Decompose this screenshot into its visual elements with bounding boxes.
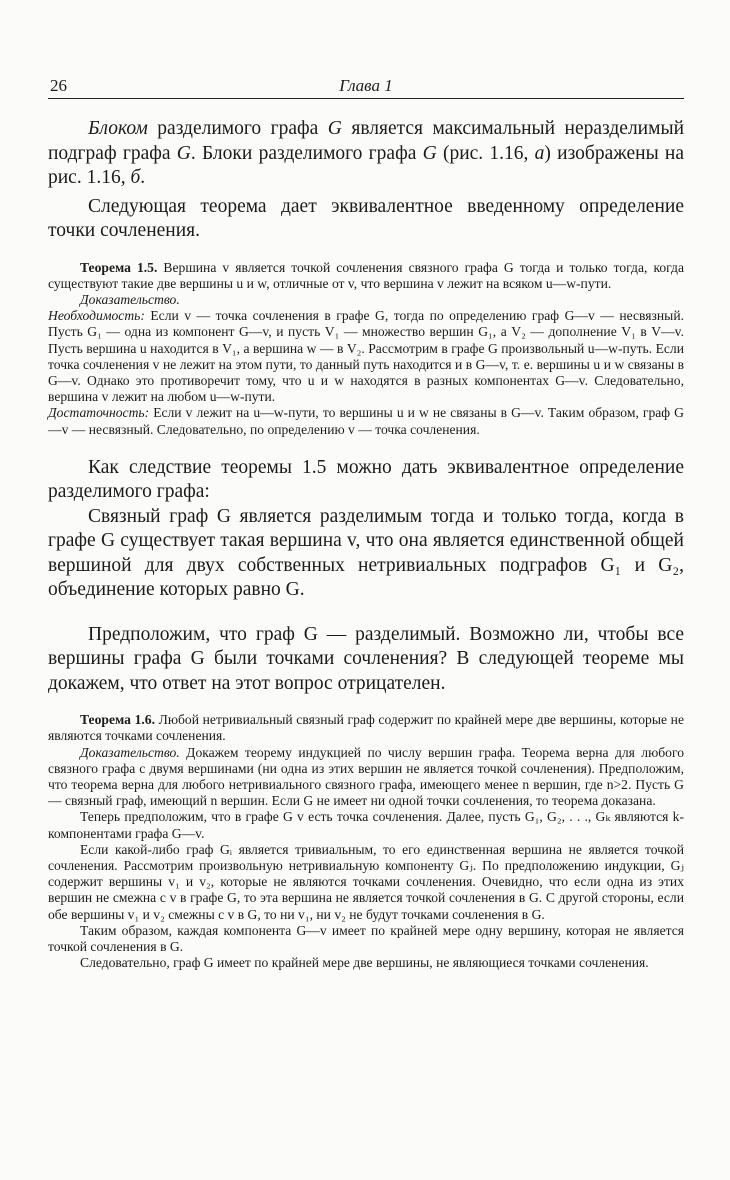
chapter-title: Глава 1 [339, 76, 393, 95]
proof-label: Доказательство. [80, 291, 180, 307]
necessity-paragraph: Необходимость: Если v — точка сочленения в графе G, тогда по определению граф G—v — несвязный. Пусть G₁ — одна из компонент G—v, и пусть V₁ — множество вершин G₁, а V₂ — дополнение V₁ в V—v. Пусть вершина u находится в V₁, а вершина w — в V₂. Рассмотрим в графе G произвольный u—w-путь. Если точка сочленения v не лежит на этом пути, то данный путь находится и в G—v, т. е. вершины u и w связаны в G—v. Однако это противоречит тому, что u и w находятся в разных компонентах G—v. Следовательно, вершина v лежит на любом u—w-пути. [48, 308, 684, 405]
intro-paragraph: Следующая теорема дает эквивалентное введенному определение точки сочленения. [48, 195, 684, 241]
question-paragraph: Предположим, что граф G — разделимый. Возможно ли, чтобы все вершины графа G были точками сочленения? В следующей теореме мы докажем, что ответ на этот вопрос отрицателен. [48, 623, 684, 694]
proof-paragraph: Если какой-либо граф Gᵢ является тривиальным, то его единственная вершина не является точкой сочленения. Рассмотрим произвольную нетривиальную компоненту Gⱼ. По предположению индукции, Gⱼ содержит вершины v₁ и v₂, которые не являются точками сочленения. Очевидно, что если одна из этих вершин не смежна с v в графе G, то эта вершина не является точкой сочленения в G. С другой стороны, если обе вершины v₁ и v₂ смежны с v в G, то ни v₁, ни v₂ не будут точками сочленения в G. [48, 841, 684, 922]
sufficiency-paragraph: Достаточность: Если v лежит на u—w-пути, то вершины u и w не связаны в G—v. Таким образом, граф G—v — несвязный. Следовательно, по определению v — точка сочленения. [48, 405, 684, 437]
theorem-statement: Теорема 1.5. Вершина v является точкой сочленения связного графа G тогда и только тогда, когда существуют такие две вершины u и w, отличные от v, что вершина v лежит на всяком u—w-пути. [48, 259, 685, 291]
proof-paragraph: Следовательно, граф G имеет по крайней мере две вершины, не являющиеся точками сочленения. [80, 955, 649, 971]
block-definition-paragraph: Блоком разделимого графа G является максимальный неразделимый подграф графа G. Блоки разделимого графа G (рис. 1.16, а) изображены на рис. 1.16, б. [48, 118, 685, 188]
separable-definition: Связный граф G является разделимым тогда и только тогда, когда в графе G существует такая вершина v, что она является единственной общей вершиной для двух собственных нетривиальных подграфов G₁ и G₂, объединение которых равно G. [48, 505, 684, 601]
theorem-statement: Теорема 1.6. Любой нетривиальный связный граф содержит по крайней мере две вершины, которые не являются точками сочленения. [48, 712, 684, 744]
theorem-title: Теорема 1.5. [80, 259, 158, 275]
term-block: Блоком [88, 118, 148, 139]
corollary-intro: Как следствие теоремы 1.5 можно дать эквивалентное определение разделимого графа: [48, 456, 684, 503]
page-number: 26 [50, 76, 67, 95]
page [48, 74, 684, 971]
proof-paragraph: Доказательство. Докажем теорему индукцией по числу вершин графа. Теорема верна для любого связного графа с двумя вершинами (ни одна из этих вершин не является точкой сочленения). Предположим, что теорема верна для любого нетривиального связного графа, имеющего менее n вершин, где n>2. Пусть G — связный граф, имеющий n вершин. Если G не имеет ни одной точки сочленения, то теорема доказана. [48, 744, 684, 809]
proof-paragraph: Теперь предположим, что в графе G v есть точка сочленения. Далее, пусть G₁, G₂, . . ., Gₖ являются k-компонентами графа G—v. [48, 809, 684, 841]
proof-paragraph: Таким образом, каждая компонента G—v имеет по крайней мере одну вершину, которая не является точкой сочленения в G. [48, 922, 684, 955]
theorem-1-6 [48, 712, 684, 971]
theorem-1-5 [48, 260, 684, 438]
theorem-title: Теорема 1.6. [80, 712, 155, 728]
running-header [48, 74, 684, 99]
